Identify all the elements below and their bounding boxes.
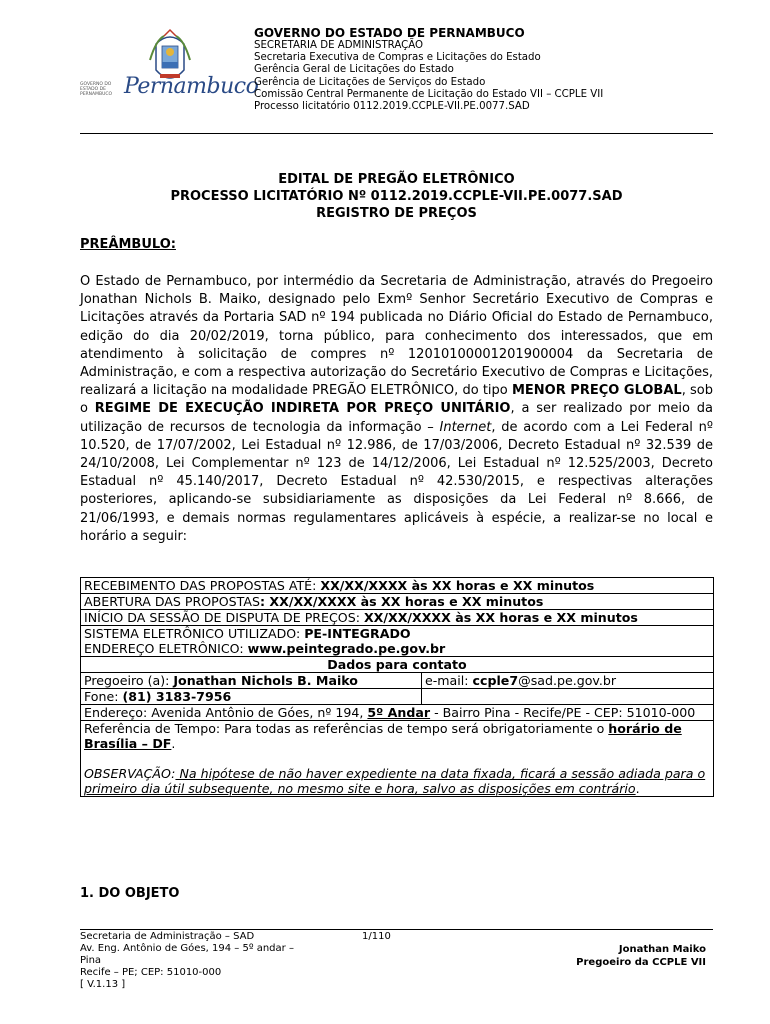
table-row xyxy=(81,705,714,721)
cell-value: : XX/XX/XXXX às XX horas e XX minutos xyxy=(260,594,544,609)
table-cell xyxy=(81,721,714,797)
observation-text: Na hipótese de não haver expediente na data fixada, ficará a sessão adiada para o primeiro dia útil subsequente, no mesmo site e hora, salvo as disposições em contrário xyxy=(84,766,706,796)
preamble-italic-1: Internet xyxy=(439,419,492,435)
section-heading: 1. DO OBJETO xyxy=(80,886,180,901)
logo-wordmark: Pernambuco xyxy=(124,74,259,99)
contact-heading: Dados para contato xyxy=(81,657,714,673)
table-row xyxy=(81,578,714,594)
cell-text: Referência de Tempo: Para todas as referências de tempo será obrigatoriamente o xyxy=(84,721,609,736)
title-line-3: REGISTRO DE PREÇOS xyxy=(316,206,477,221)
cell-value: (81) 3183-7956 xyxy=(122,689,232,704)
table-cell xyxy=(81,626,714,657)
preamble-text-2: , sob o xyxy=(80,383,714,417)
website-link[interactable]: www.peintegrado.pe.gov.br xyxy=(247,641,446,656)
preamble-text-1: O Estado de Pernambuco, por intermédio da Secretaria de Administração, através do Pregoeiro Jonathan Nichols B. Maiko, designado pelo Exmº Senhor Secretário Executivo de Compras e Licitações através da Portaria SAD nº 194 publicada no Diário Oficial do Estado de Pernambuco, edição do dia 20/02/2019, torna público, para conhecimento dos interessados, que em atendimento à solicitação de compres nº 12010100001201900004 da Secretaria de Administração, e com a respectiva autorização do Secretário Executivo de Compras e Licitações, realizará a licitação na modalidade PREGÃO ELETRÔNICO, do tipo xyxy=(80,274,713,399)
footer-line: Recife – PE; CEP: 51010-000 xyxy=(80,967,222,978)
table-row xyxy=(81,673,714,689)
cell-label: SISTEMA ELETRÔNICO UTILIZADO: xyxy=(84,626,305,641)
table-cell xyxy=(81,594,714,610)
page-number: 1/110 xyxy=(362,931,391,942)
table-cell xyxy=(81,689,422,705)
observation-label: OBSERVAÇÃO: xyxy=(84,766,176,781)
table-row xyxy=(81,657,714,673)
footer-divider xyxy=(80,929,713,930)
table-cell xyxy=(422,673,714,689)
table-cell xyxy=(81,578,714,594)
header-line-6: Comissão Central Permanente de Licitação do Estado VII – CCPLE VII xyxy=(254,88,604,100)
header-divider xyxy=(80,133,713,134)
title-line-1: EDITAL DE PREGÃO ELETRÔNICO xyxy=(278,172,515,187)
header-line-1: GOVERNO DO ESTADO DE PERNAMBUCO xyxy=(254,26,525,40)
table-cell xyxy=(422,689,714,705)
table-row xyxy=(81,610,714,626)
cell-label: ABERTURA DAS PROPOSTAS xyxy=(84,594,260,609)
footer-line: Av. Eng. Antônio de Góes, 194 – 5º andar – Pina xyxy=(80,943,294,966)
header-line-4: Gerência Geral de Licitações do Estado xyxy=(254,64,454,76)
preamble-paragraph xyxy=(80,273,713,546)
signature-role: Pregoeiro da CCPLE VII xyxy=(576,956,706,968)
table-cell xyxy=(81,610,714,626)
table-row xyxy=(81,721,714,797)
cell-value: horário de Brasília – DF xyxy=(84,721,682,751)
preamble-bold-1: MENOR PREÇO GLOBAL xyxy=(511,383,682,399)
logo-small-text: GOVERNO DO ESTADO DE PERNAMBUCO xyxy=(80,82,113,97)
table-row xyxy=(81,594,714,610)
preamble-bold-2: REGIME DE EXECUÇÃO INDIRETA POR PREÇO UNITÁRIO xyxy=(94,401,511,417)
title-line-2: PROCESSO LICITATÓRIO Nº 0112.2019.CCPLE-VII.PE.0077.SAD xyxy=(170,189,623,204)
cell-label: ENDEREÇO ELETRÔNICO: xyxy=(84,641,248,656)
cell-label: Pregoeiro (a): xyxy=(84,673,174,688)
cell-value: Jonathan Nichols B. Maiko xyxy=(173,673,358,688)
cell-value: 5º Andar xyxy=(367,705,431,720)
schedule-table xyxy=(80,577,714,797)
cell-text: . xyxy=(635,781,640,796)
cell-text: . xyxy=(171,736,176,751)
table-row xyxy=(81,689,714,705)
document-title xyxy=(80,171,713,222)
pernambuco-logo xyxy=(80,28,259,108)
cell-text: - Bairro Pina - Recife/PE - CEP: 51010-000 xyxy=(430,705,696,720)
preamble-text-3: , a ser realizado por meio da utilização de recursos de tecnologia da informação – xyxy=(80,401,713,435)
cell-label: INÍCIO DA SESSÃO DE DISPUTA DE PREÇOS: xyxy=(84,610,364,625)
header-line-3: Secretaria Executiva de Compras e Licitações do Estado xyxy=(254,52,541,64)
cell-text: Endereço: Avenida Antônio de Góes, nº 194, xyxy=(84,705,368,720)
cell-label: Fone: xyxy=(84,689,123,704)
cell-value: XX/XX/XXXX às XX horas e XX minutos xyxy=(363,610,638,625)
letterhead xyxy=(254,26,603,113)
cell-label: e-mail: xyxy=(425,673,473,688)
footer-line: Secretaria de Administração – SAD xyxy=(80,931,255,942)
email-domain[interactable]: @sad.pe.gov.br xyxy=(518,673,617,688)
footer-signature xyxy=(576,944,706,969)
header-line-7: Processo licitatório 0112.2019.CCPLE-VII.PE.0077.SAD xyxy=(254,101,530,113)
table-cell xyxy=(81,705,714,721)
cell-label: RECEBIMENTO DAS PROPOSTAS ATÉ: xyxy=(84,578,321,593)
table-cell xyxy=(81,673,422,689)
signature-name: Jonathan Maiko xyxy=(618,944,706,955)
table-row xyxy=(81,626,714,657)
footer-line: [ V.1.13 ] xyxy=(80,979,126,990)
footer-address xyxy=(80,931,300,991)
header-line-2: SECRETARIA DE ADMINISTRAÇÃO xyxy=(254,40,424,51)
email-user[interactable]: ccple7 xyxy=(472,673,519,688)
cell-value: XX/XX/XXXX às XX horas e XX minutos xyxy=(320,578,595,593)
header-line-5: Gerência de Licitações de Serviços do Estado xyxy=(254,76,486,88)
cell-value: PE-INTEGRADO xyxy=(304,626,411,641)
preamble-text-4: , de acordo com a Lei Federal nº 10.520, de 17/07/2002, Lei Estadual nº 12.986, de 17/03/2006, Decreto Estadual nº 32.539 de 24/10/2008, Lei Complementar nº 123 de 14/12/2006, Lei Estadual nº 12.525/2003, Decreto Estadual nº 45.140/2017, Decreto Estadual nº 42.530/2015, e respectivas alterações posteriores, aplicando-se subsidiariamente as disposições da Lei Federal nº 8.666, de 21/06/1993, e demais normas regulamentares aplicáveis à espécie, a realizar-se no local e horário a seguir: xyxy=(80,419,714,544)
preamble-heading: PREÂMBULO: xyxy=(80,237,176,252)
